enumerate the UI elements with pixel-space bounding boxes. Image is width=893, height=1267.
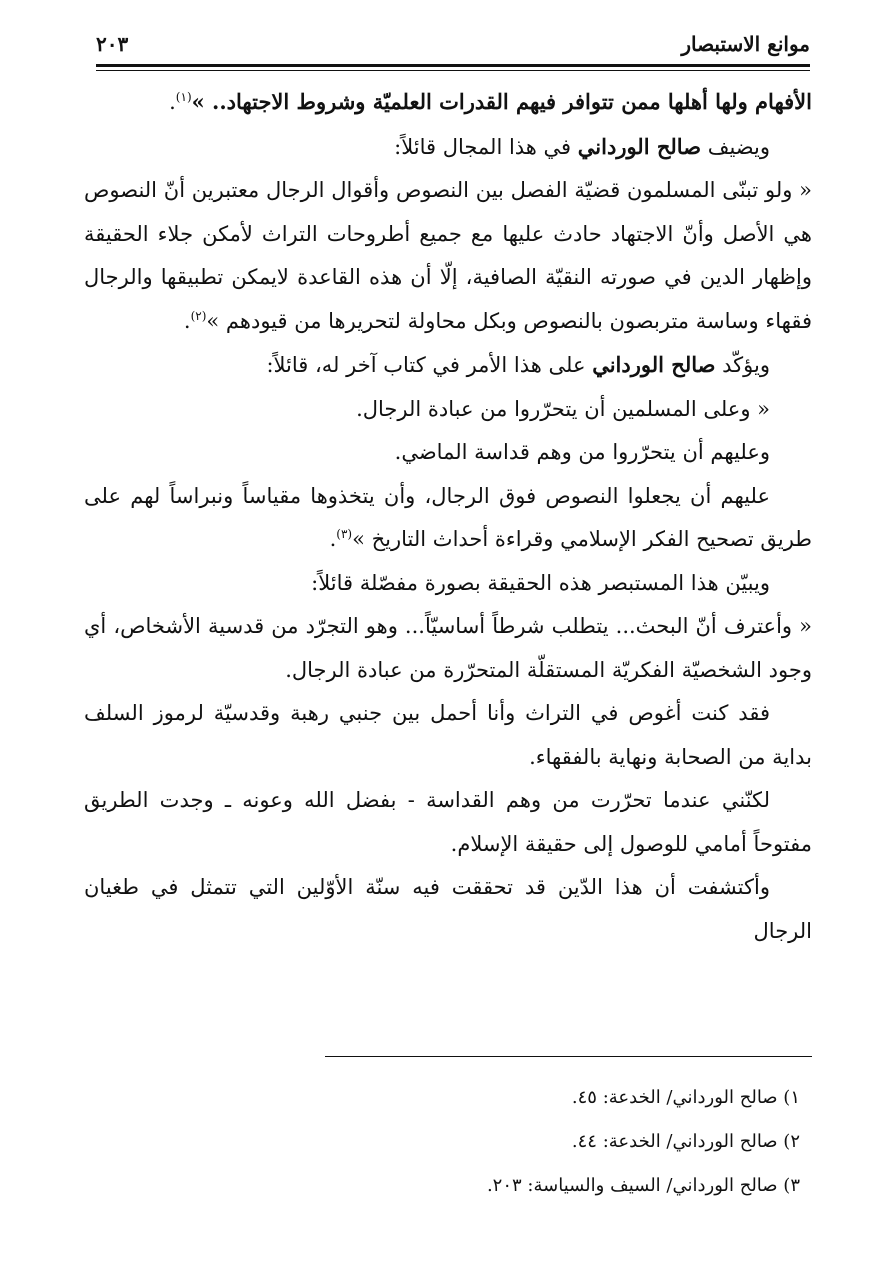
- paragraph-8: ويبيّن هذا المستبصر هذه الحقيقة بصورة مفصّلة قائلاً:: [311, 570, 770, 595]
- quote-2-line-1: « وعلى المسلمين أن يتحرّروا من عبادة الرجال.: [356, 396, 770, 421]
- quote-3-line-2: فقد كنت أغوص في التراث وأنا أحمل بين جنبي رهبة وقدسيّة لرموز السلف بداية من الصحابة ونهاية بالفقهاء.: [84, 701, 812, 769]
- paragraph-2: [84, 125, 812, 170]
- footnote-1: ١) صالح الورداني/ الخدعة: ٤٥.: [571, 1087, 800, 1108]
- quote-2-end: .: [329, 527, 337, 551]
- paragraph-4-post: على هذا الأمر في كتاب آخر له، قائلاً:: [266, 353, 593, 377]
- footnotes: [330, 1076, 800, 1208]
- quote-3-line-1: « وأعترف أنّ البحث... يتطلب شرطاً أساسيّاً... وهو التجرّد من قدسية الأشخاص، أي وجود الشخصيّة الفكريّة المستقلّة المتحرّرة من عبادة الرجال.: [84, 614, 812, 682]
- quote-2-line-3: [84, 475, 812, 562]
- footnote-ref-3: (٣): [336, 527, 353, 541]
- paragraph-4-pre: ويؤكّد: [715, 353, 770, 377]
- author-name-2: صالح الورداني: [592, 352, 716, 377]
- paragraph-2-post: في هذا المجال قائلاً:: [394, 134, 578, 159]
- quote-1-end: .: [183, 308, 191, 333]
- footnote-ref-1: (١): [175, 90, 192, 104]
- quote-1: [84, 169, 812, 343]
- quote-3-line-4: وأكتشفت أن هذا الدّين قد تحققت فيه سنّة الأوّلين التي تتمثل في طغيان الرجال: [84, 875, 812, 943]
- footnote-2: ٢) صالح الورداني/ الخدعة: ٤٤.: [571, 1131, 800, 1152]
- running-title: موانع الاستبصار: [681, 32, 810, 56]
- footnote-3: ٣) صالح الورداني/ السيف والسياسة: ٢٠٣.: [486, 1175, 800, 1196]
- header-rule-thin: [96, 70, 810, 71]
- paragraph-1: [84, 80, 812, 125]
- paragraph-2-pre: ويضيف: [701, 134, 770, 159]
- quote-2-line-2: وعليهم أن يتحرّروا من وهم قداسة الماضي.: [394, 440, 770, 464]
- page-number: ٢٠٣: [96, 32, 129, 56]
- paragraph-1-end: .: [169, 90, 176, 114]
- body-text: [84, 80, 812, 953]
- author-name: صالح الورداني: [577, 133, 702, 159]
- header-rule-thick: [96, 64, 810, 67]
- footnote-rule: [325, 1056, 812, 1057]
- quote-2-text: عليهم أن يجعلوا النصوص فوق الرجال، وأن يتخذوها مقياساً ونبراساً لهم على طريق تصحيح الفكر الإسلامي وقراءة أحداث التاريخ »: [84, 483, 812, 551]
- quote-3-line-3: لكنّني عندما تحرّرت من وهم القداسة - بفضل الله وعونه ـ وجدت الطريق مفتوحاً أمامي للوصول إلى حقيقة الإسلام.: [84, 788, 812, 856]
- paragraph-4: [84, 343, 812, 388]
- running-header: [96, 28, 810, 64]
- quote-1-text: « ولو تبنّى المسلمون قضيّة الفصل بين النصوص وأقوال الرجال معتبرين أنّ النصوص هي الأصل وأنّ الاجتهاد حادث عليها مع جميع أطروحات التراث لأمكن جلاء الحقيقة وإظهار الدين في صورته النقيّة الصافية، إلّا أن هذه القاعدة لايمكن تطبيقها والرجال فقهاء وساسة متربصون بالنصوص وبكل محاولة لتحريرها من قيودهم »: [84, 178, 812, 333]
- footnote-ref-2: (٢): [190, 308, 207, 323]
- paragraph-1-text: الأفهام ولها أهلها ممن تتوافر فيهم القدرات العلميّة وشروط الاجتهاد.. »: [191, 89, 812, 114]
